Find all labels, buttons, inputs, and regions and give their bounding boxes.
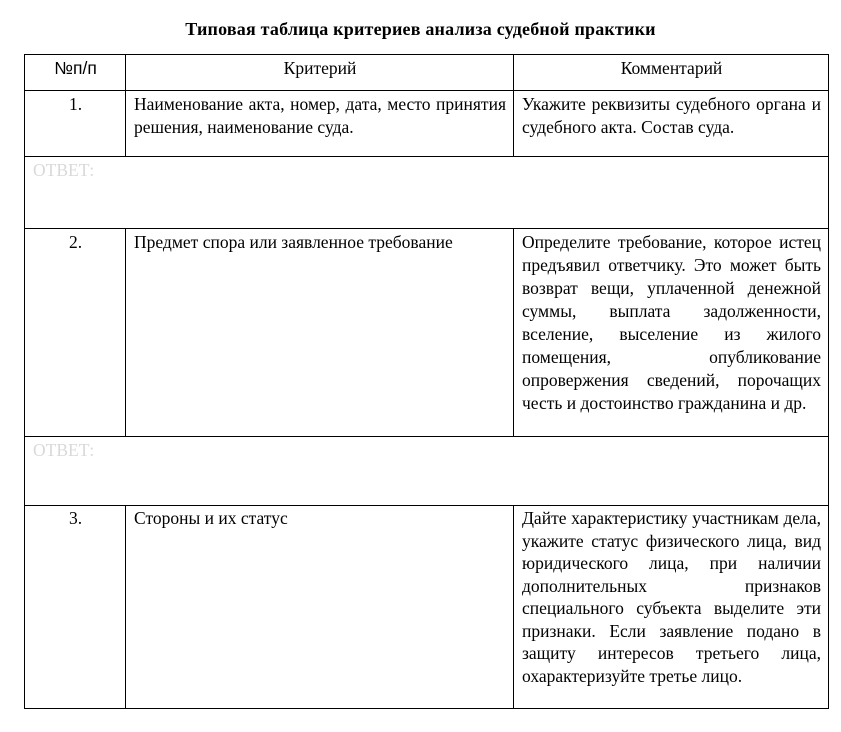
comment-cell: Дайте характеристику участникам дела, укажите статус физического лица, вид юридического лица, при наличии дополнительных признаков специального субъекта выделите эти признаки. Если заявление подано в защиту интересов третьего лица, охарактеризуйте третье лицо.: [514, 506, 829, 709]
criterion-cell: Стороны и их статус: [126, 506, 514, 709]
table-row: [25, 506, 829, 709]
row-number-cell: 3.: [25, 506, 126, 709]
row-number-cell: 2.: [25, 229, 126, 437]
comment-cell: Укажите реквизиты судебного органа и судебного акта. Состав суда.: [514, 91, 829, 157]
answer-label: ОТВЕТ:: [33, 440, 95, 460]
table-row: [25, 91, 829, 157]
answer-label: ОТВЕТ:: [33, 160, 95, 180]
column-header-comment: Комментарий: [514, 55, 829, 91]
column-header-criterion: Критерий: [126, 55, 514, 91]
answer-cell[interactable]: [25, 437, 829, 506]
row-number-cell: 1.: [25, 91, 126, 157]
table-header-row: [25, 55, 829, 91]
comment-cell: Определите требование, которое истец предъявил ответчику. Это может быть возврат вещи, уплаченной денежной суммы, выплата задолженности, вселение, выселение из жилого помещения, опубликование опровержения сведений, порочащих честь и достоинство гражданина и др.: [514, 229, 829, 437]
table-row: [25, 229, 829, 437]
column-header-num: №п/п: [25, 55, 126, 91]
criterion-cell: Наименование акта, номер, дата, место принятия решения, наименование суда.: [126, 91, 514, 157]
answer-row: [25, 437, 829, 506]
answer-cell[interactable]: [25, 157, 829, 229]
analysis-table: [24, 54, 829, 709]
criterion-cell: Предмет спора или заявленное требование: [126, 229, 514, 437]
page-title: Типовая таблица критериев анализа судебной практики: [185, 19, 656, 39]
answer-row: [25, 157, 829, 229]
